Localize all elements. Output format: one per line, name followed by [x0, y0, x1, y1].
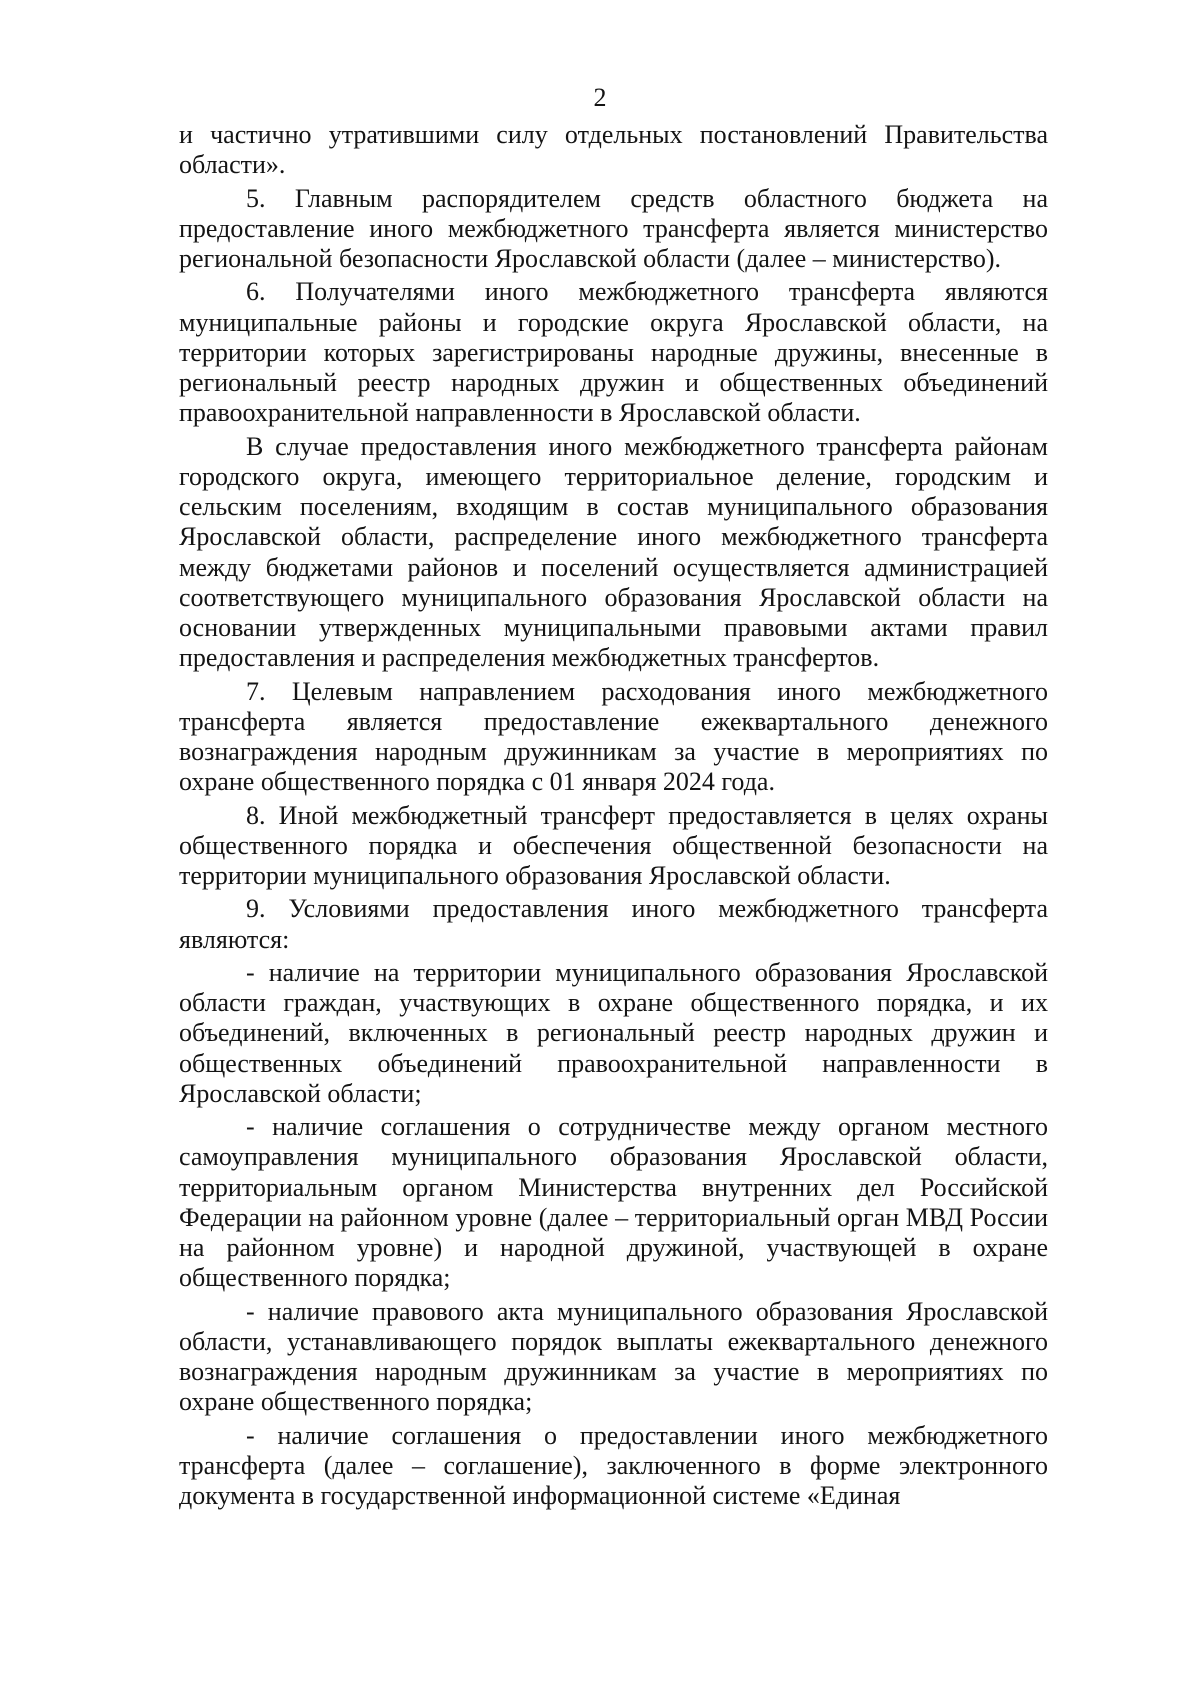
- paragraph-continuation: и частично утратившими силу отдельных постановлений Правительства области».: [179, 120, 1048, 180]
- document-body: [179, 120, 1048, 1511]
- paragraph-item-6: 6. Получателями иного межбюджетного трансферта являются муниципальные районы и городские округа Ярославской области, на территории которых зарегистрированы народные дружины, внесенные в региональный реестр народных дружин и общественных объединений правоохранительной направленности в Ярославской области.: [179, 277, 1048, 428]
- condition-list-item: - наличие соглашения о сотрудничестве между органом местного самоуправления муниципального образования Ярославской области, территориальным органом Министерства внутренних дел Российской Федерации на районном уровне (далее – территориальный орган МВД России на районном уровне) и народной дружиной, участвующей в охране общественного порядка;: [179, 1112, 1048, 1293]
- page-number: 2: [593, 83, 607, 112]
- paragraph-distribution-case: В случае предоставления иного межбюджетного трансферта районам городского округа, имеющего территориальное деление, городским и сельским поселениям, входящим в состав муниципального образования Ярославской области, распределение иного межбюджетного трансферта между бюджетами районов и поселений осуществляется администрацией соответствующего муниципального образования Ярославской области на основании утвержденных муниципальными правовыми актами правил предоставления и распределения межбюджетных трансфертов.: [179, 431, 1048, 673]
- paragraph-item-9: 9. Условиями предоставления иного межбюджетного трансферта являются:: [179, 894, 1048, 954]
- paragraph-item-7: 7. Целевым направлением расходования иного межбюджетного трансферта является предоставление ежеквартального денежного вознаграждения народным дружинникам за участие в мероприятиях по охране общественного порядка с 01 января 2024 года.: [179, 676, 1048, 797]
- condition-list-item: - наличие на территории муниципального образования Ярославской области граждан, участвующих в охране общественного порядка, и их объединений, включенных в региональный реестр народных дружин и общественных объединений правоохранительной направленности в Ярославской области;: [179, 957, 1048, 1108]
- paragraph-item-8: 8. Иной межбюджетный трансферт предоставляется в целях охраны общественного порядка и обеспечения общественной безопасности на территории муниципального образования Ярославской области.: [179, 800, 1048, 890]
- condition-list-item: - наличие соглашения о предоставлении иного межбюджетного трансферта (далее – соглашение), заключенного в форме электронного документа в государственной информационной системе «Единая: [179, 1420, 1048, 1510]
- condition-list-item: - наличие правового акта муниципального образования Ярославской области, устанавливающего порядок выплаты ежеквартального денежного вознаграждения народным дружинникам за участие в мероприятиях по охране общественного порядка;: [179, 1296, 1048, 1417]
- paragraph-item-5: 5. Главным распорядителем средств областного бюджета на предоставление иного межбюджетного трансферта является министерство региональной безопасности Ярославской области (далее – министерство).: [179, 183, 1048, 273]
